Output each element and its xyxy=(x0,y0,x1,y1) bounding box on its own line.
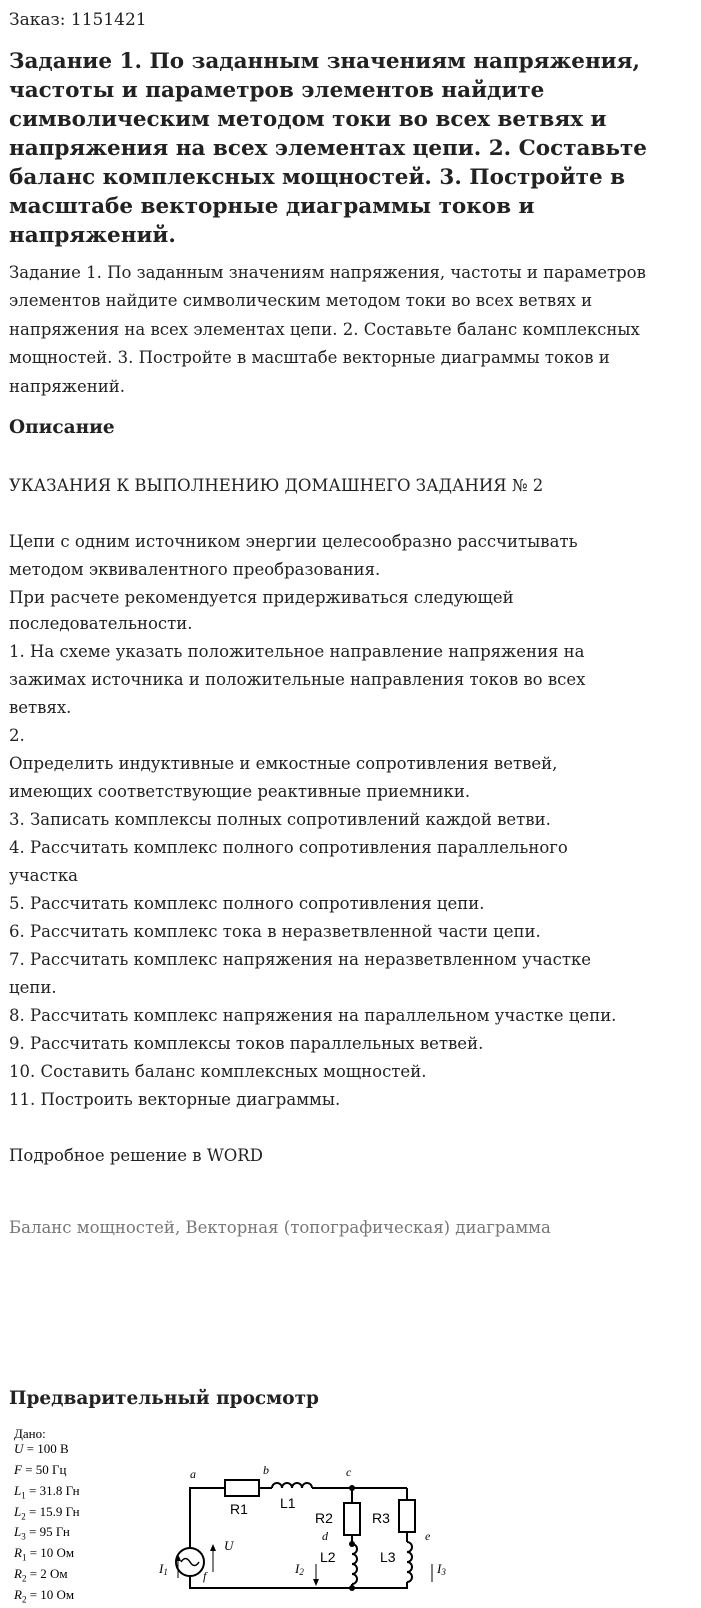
description-line: 5. Рассчитать комплекс полного сопротивления цепи. xyxy=(9,894,485,913)
description-line: методом эквивалентного преобразования. xyxy=(9,560,381,579)
given-value: = 31.8 Гн xyxy=(25,1482,80,1498)
given-row xyxy=(14,1441,80,1462)
given-subscript: 2 xyxy=(21,1511,26,1522)
node-bottom-dot xyxy=(349,1585,355,1591)
given-symbol: U xyxy=(14,1441,24,1457)
given-symbol: L xyxy=(14,1524,22,1540)
page-title: Задание 1. По заданным значениям напряжения, частоты и параметров элементов найдите символическим методом токи во всех ветвях и напряжения на всех элементах цепи. 2. Составьте баланс комплексных мощностей. 3. Постройте в масштабе векторные диаграммы токов и напряжений. xyxy=(9,49,647,248)
description-line: Цепи с одним источником энергии целесообразно рассчитывать xyxy=(9,532,578,551)
preview-heading: Предварительный просмотр xyxy=(9,1388,319,1409)
description-line: 11. Построить векторные диаграммы. xyxy=(9,1090,341,1109)
voltage-arrowhead-icon xyxy=(210,1544,216,1551)
label-r1: R1 xyxy=(230,1501,248,1517)
resistor-r3 xyxy=(399,1500,415,1532)
label-r3: R3 xyxy=(372,1510,390,1526)
current-i2-arrowhead-icon xyxy=(313,1579,319,1586)
description-line: УКАЗАНИЯ К ВЫПОЛНЕНИЮ ДОМАШНЕГО ЗАДАНИЯ № 2 xyxy=(9,476,544,495)
given-symbol: R xyxy=(14,1565,22,1581)
intro-text: Задание 1. По заданным значениям напряжения, частоты и параметров элементов найдите символическим методом токи во всех ветвях и напряжения на всех элементах цепи. 2. Составьте баланс комплексных мощностей. 3. Постройте в масштабе векторные диаграммы токов и напряжений. xyxy=(9,263,646,396)
given-row xyxy=(14,1504,80,1525)
tag-list xyxy=(9,1218,551,1237)
resistor-r2 xyxy=(344,1503,360,1535)
circuit-schematic xyxy=(150,1448,446,1598)
order-number: Заказ: 1151421 xyxy=(9,10,147,30)
given-row xyxy=(14,1587,80,1608)
given-subscript: 2 xyxy=(21,1594,27,1605)
description-line: 7. Рассчитать комплекс напряжения на неразветвленном участке xyxy=(9,950,592,969)
svg-text:I2 xyxy=(294,1561,304,1577)
label-u: U xyxy=(224,1538,234,1553)
label-node-e: e xyxy=(425,1529,431,1543)
description-line: зажимах источника и положительные направления токов во всех xyxy=(9,670,586,689)
inductor-l2 xyxy=(352,1544,357,1584)
given-value: = 2 Ом xyxy=(26,1565,68,1581)
inductor-l3 xyxy=(407,1542,412,1582)
description-line: участка xyxy=(9,866,78,885)
description-line: Подробное решение в WORD xyxy=(9,1146,263,1165)
description-line: 6. Рассчитать комплекс тока в неразветвленной части цепи. xyxy=(9,922,541,941)
label-i3: I xyxy=(437,1561,442,1576)
svg-text:I3 xyxy=(436,1561,446,1577)
label-i2: I xyxy=(295,1561,300,1576)
label-l1: L1 xyxy=(280,1495,296,1511)
label-node-f: f xyxy=(203,1569,207,1583)
label-i2-sub: 2 xyxy=(299,1567,304,1577)
given-values xyxy=(14,1426,80,1608)
description-line: 1. На схеме указать положительное направление напряжения на xyxy=(9,642,585,661)
description-line: 9. Рассчитать комплексы токов параллельных ветвей. xyxy=(9,1034,484,1053)
given-symbol: L xyxy=(14,1482,22,1498)
label-node-c: c xyxy=(346,1465,352,1479)
tag-power-balance[interactable]: Баланс мощностей xyxy=(9,1218,175,1237)
resistor-r1 xyxy=(225,1480,259,1496)
given-value: = 15.9 Гн xyxy=(25,1503,80,1519)
given-row xyxy=(14,1524,80,1545)
label-l3: L3 xyxy=(380,1549,396,1565)
label-node-a: a xyxy=(190,1467,196,1481)
label-node-d: d xyxy=(322,1529,328,1543)
svg-text:I1 xyxy=(158,1561,168,1577)
label-l2: L2 xyxy=(320,1549,336,1565)
tag-separator: , xyxy=(174,1218,186,1237)
wire-bottom xyxy=(190,1576,407,1588)
wire-left-top xyxy=(190,1488,225,1548)
description-line: 4. Рассчитать комплекс полного сопротивления параллельного xyxy=(9,838,568,857)
description-line: 2. xyxy=(9,726,25,745)
given-symbol: L xyxy=(14,1503,22,1519)
given-symbol: F xyxy=(14,1462,22,1477)
description-line: последовательности. xyxy=(9,614,193,633)
given-row xyxy=(14,1483,80,1504)
given-value: = 50 Гц xyxy=(21,1462,67,1477)
given-subscript: 1 xyxy=(21,1490,26,1501)
description-line: 3. Записать комплексы полных сопротивлений каждой ветви. xyxy=(9,810,551,829)
given-row xyxy=(14,1462,80,1483)
given-value: = 10 Ом xyxy=(26,1545,75,1561)
given-row xyxy=(14,1566,80,1587)
inductor-l1 xyxy=(272,1483,312,1488)
description-heading: Описание xyxy=(9,417,115,438)
description-line: цепи. xyxy=(9,978,57,997)
given-subscript: 1 xyxy=(21,1552,27,1563)
description-line: имеющих соответствующие реактивные приемники. xyxy=(9,782,471,801)
given-value: = 10 Ом xyxy=(26,1586,75,1602)
given-title: Дано: xyxy=(14,1426,46,1441)
given-symbol: R xyxy=(14,1545,22,1561)
label-i3-sub: 3 xyxy=(441,1567,446,1577)
description-line: При расчете рекомендуется придерживаться следующей xyxy=(9,588,514,607)
given-symbol: R xyxy=(14,1586,22,1602)
given-subscript: 2 xyxy=(21,1573,27,1584)
given-row xyxy=(14,1545,80,1566)
node-c-dot xyxy=(349,1485,355,1491)
label-i1-sub: 1 xyxy=(163,1567,168,1577)
tag-vector-diagram[interactable]: Векторная (топографическая) диаграмма xyxy=(185,1218,551,1237)
description-line: ветвях. xyxy=(9,698,72,717)
label-node-b: b xyxy=(263,1463,269,1477)
label-i1: I xyxy=(159,1561,164,1576)
given-value: = 100 В xyxy=(23,1441,69,1457)
description-line: 8. Рассчитать комплекс напряжения на параллельном участке цепи. xyxy=(9,1006,617,1025)
given-value: = 95 Гн xyxy=(25,1524,70,1540)
description-line: 10. Составить баланс комплексных мощностей. xyxy=(9,1062,427,1081)
node-d-dot xyxy=(349,1541,355,1547)
description-line: Определить индуктивные и емкостные сопротивления ветвей, xyxy=(9,754,558,773)
given-subscript: 3 xyxy=(21,1531,26,1542)
label-r2: R2 xyxy=(315,1510,333,1526)
